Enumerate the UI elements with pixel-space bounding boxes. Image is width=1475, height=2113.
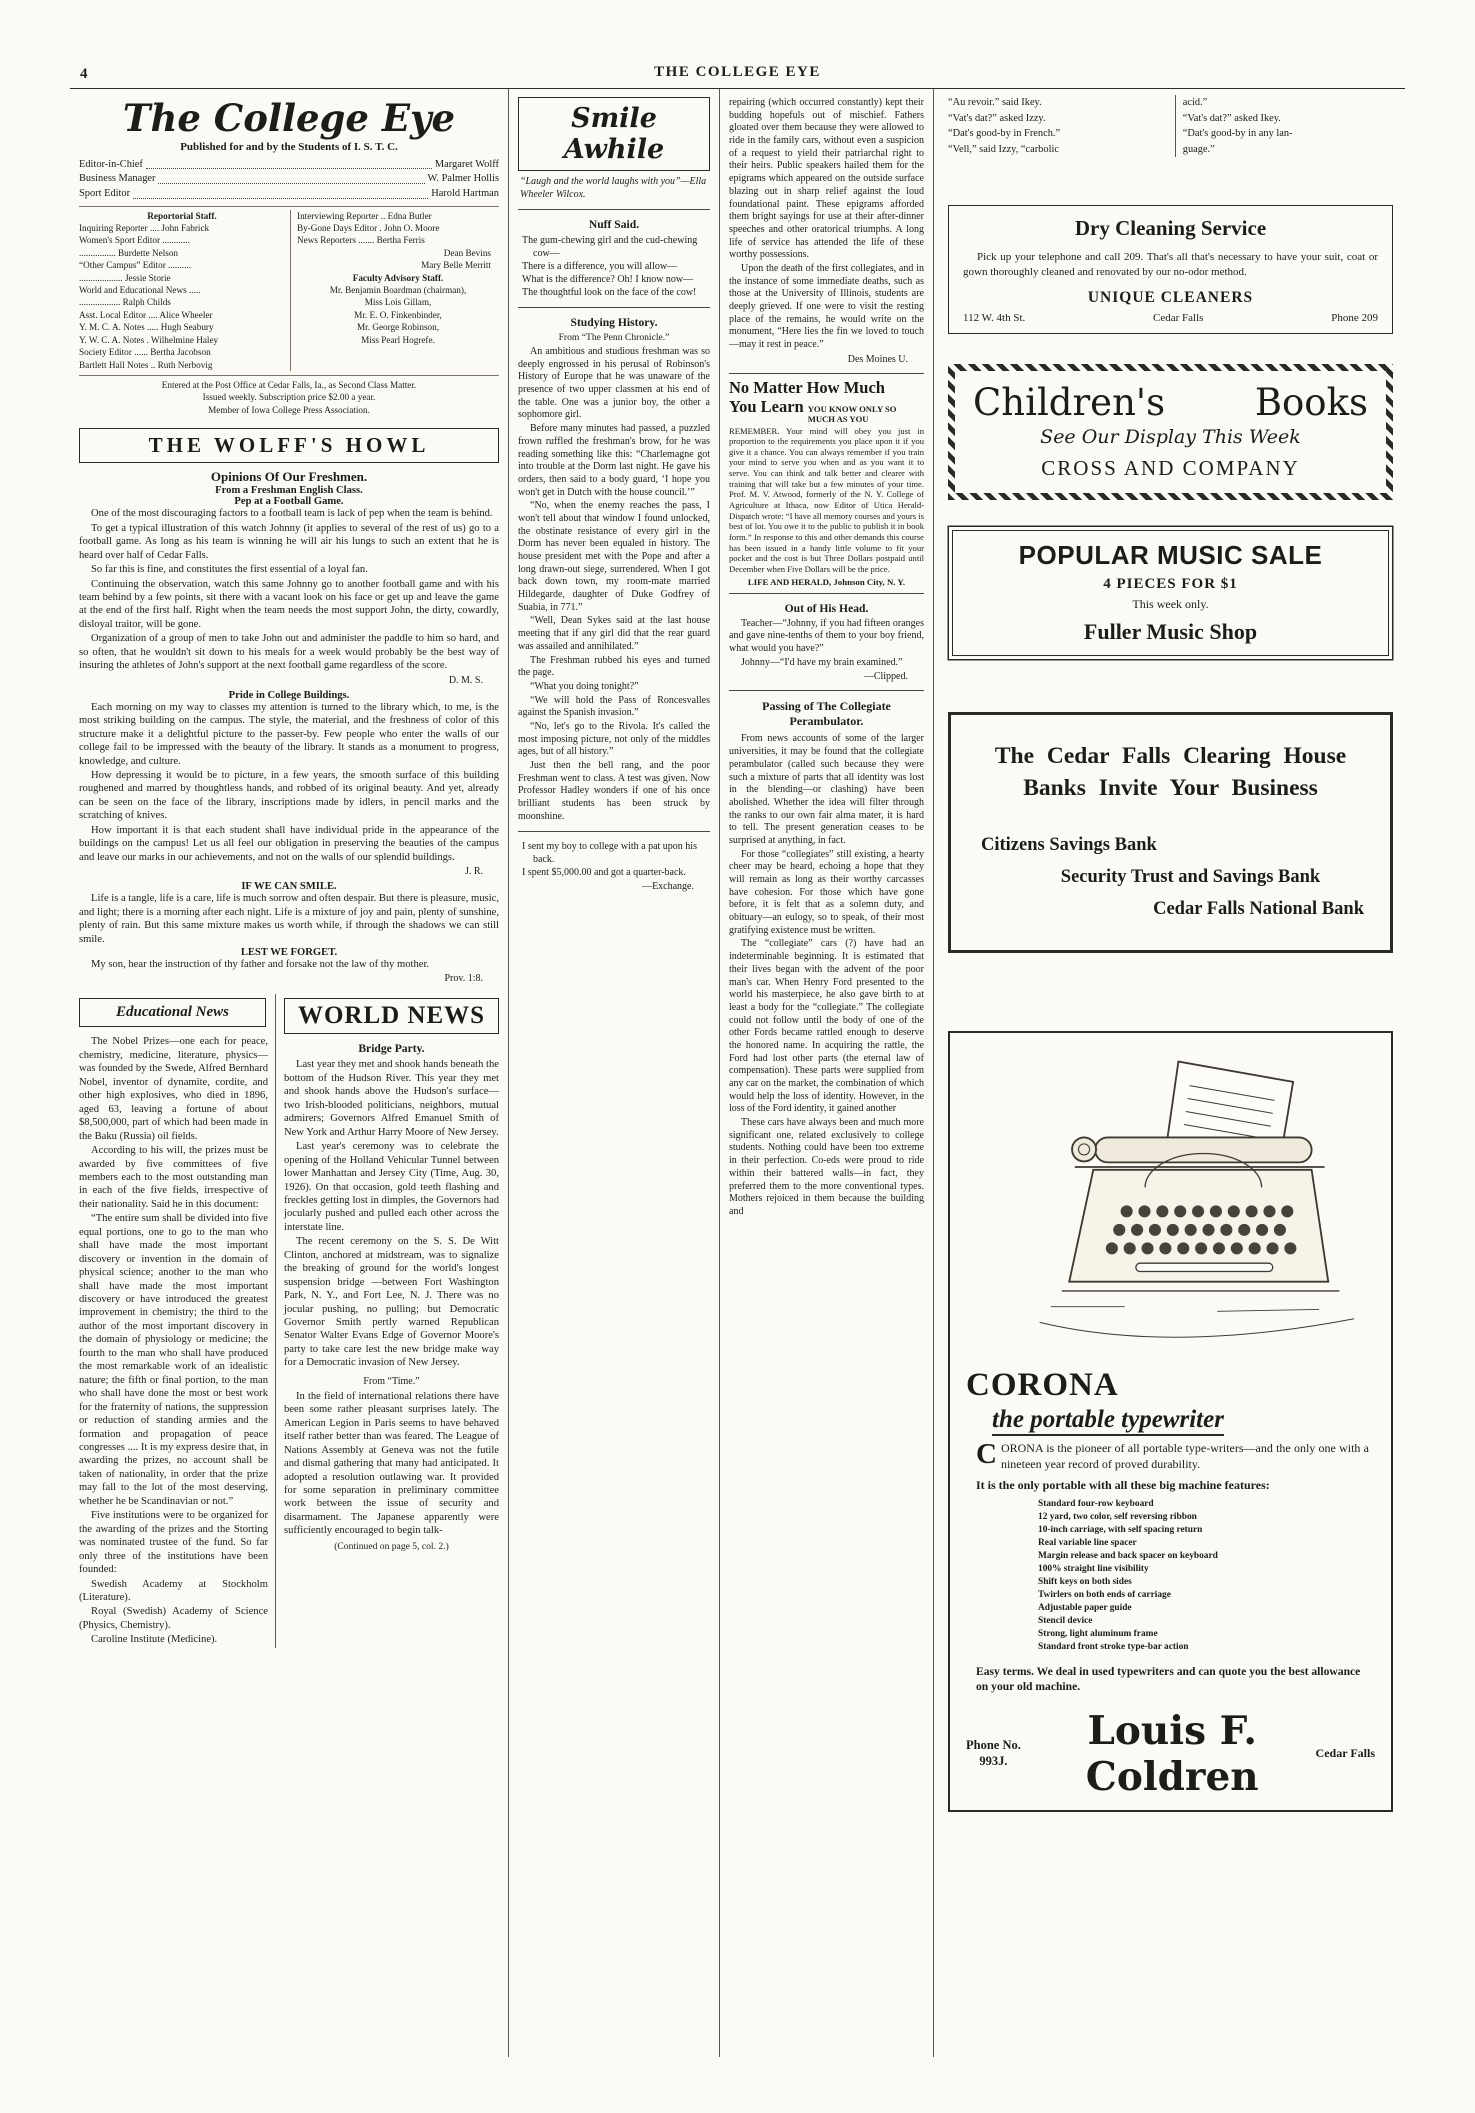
officer-name: Harold Hartman <box>431 187 499 199</box>
feature-item: Standard front stroke type-bar action <box>1038 1641 1189 1652</box>
column-1 <box>70 89 508 2057</box>
source-line: From “The Penn Chronicle.” <box>558 332 670 343</box>
officer-role: Sport Editor <box>79 187 131 199</box>
rule <box>518 831 710 832</box>
signature: J. R. <box>464 866 483 878</box>
article-subheading: LEST WE FORGET. <box>240 946 338 958</box>
paragraph: Swedish Academy at Stockholm (Literature). <box>79 1578 268 1603</box>
ad-title-word: Books <box>1254 381 1368 425</box>
paragraph: One of the most discouraging factors to a football team is lack of pep when the team is behind. <box>91 508 493 520</box>
childrens-books-ad <box>948 364 1393 500</box>
paper-subtitle: Published for and by the Students of I. S. T. C. <box>180 140 398 153</box>
feature-item: 10-inch carriage, with self spacing return <box>1038 1524 1203 1535</box>
ad-brand: CORONA <box>966 1366 1119 1403</box>
paragraph: According to his will, the prizes must be awarded by five committees of five members each to the most outstanding man in each of the five fields, irrespective of their nationality. Said he in this document: <box>79 1145 268 1210</box>
feature-item: Real variable line spacer <box>1038 1537 1137 1548</box>
verse-line: I sent my boy to college with a pat upon his back. <box>522 841 697 866</box>
staff-line: ................ Burdette Nelson <box>79 247 179 258</box>
dot-leader <box>158 172 424 184</box>
paragraph: The Freshman rubbed his eyes and turned the page. <box>518 654 710 679</box>
staff-line: Asst. Local Editor .... Alice Wheeler <box>79 309 213 320</box>
rule <box>518 307 710 308</box>
paragraph: repairing (which occurred constantly) kept their budding hopefuls out of mischief. Fathers gloated over them because they were allowed to ride in the family cars, without even a suspicion of a request to yield their patriarchal right to their heirs. Public speakers hailed them for the epigrams which appeared on the outside surface blazing out in sharp relief against the loud foundational paint. These epigrams afforded them bright sayings for use at their after-dinner speeches and other oratorical triumphs. A long life of service has attended the life of these worthy possessions. <box>729 97 924 261</box>
dialog-line: “Vell,” said Izzy, “carbolic <box>948 143 1059 155</box>
dot-leader <box>133 187 428 199</box>
verse-line: There is a difference, you will allow— <box>522 261 678 272</box>
verse-line: The thoughtful look on the face of the cow! <box>522 287 697 298</box>
paragraph: Five institutions were to be organized for the awarding of the prizes and the Storting was nominated trustee of the fund. So far only three of the institutions have been founded: <box>79 1510 268 1576</box>
paragraph: “No, when the enemy reaches the pass, I won't tell about that window I found unlocked, the obstinate resistance of every girl in the Dorm has never been equaled in history. The house president met with the Pope and after a long drawn-out siege, surrendered. When I got back down town, my room-mate married Hildegarde, daughter of Duke Godfrey of Suabia, in 771.” <box>518 500 710 613</box>
ad-title <box>973 381 1368 424</box>
rule <box>729 690 924 691</box>
article-heading: Out of His Head. <box>784 601 869 615</box>
staff-heading: Reportorial Staff. <box>147 210 217 221</box>
dealer-city: Cedar Falls <box>1315 1746 1375 1761</box>
ad-headline-row <box>729 397 924 425</box>
staff-line: Society Editor ...... Bertha Jacobson <box>79 347 211 358</box>
ad-footer <box>966 1708 1375 1800</box>
running-title: THE COLLEGE EYE <box>654 64 821 80</box>
feature-item: Margin release and back spacer on keyboard <box>1038 1550 1218 1561</box>
paragraph: To get a typical illustration of this watch Johnny (it applies to several of the rest of us) go to a football game. As long as his team is winning he will air his lungs to such an extent that he is heard over half of Cedar Falls. <box>79 522 499 561</box>
masthead <box>79 96 499 416</box>
wolffs-howl-title: THE WOLFF'S HOWL <box>79 428 499 463</box>
staff-heading: Faculty Advisory Staff. <box>352 272 444 283</box>
paragraph: How depressing it would be to picture, in a few years, the smooth surface of this building roughened and marred by thoughtless hands, and robbed of its original beauty. And yet, already can be seen on the face of the library, inscriptions made by idlers, in pencil marks and the scratching of knives. <box>79 769 499 822</box>
paragraph: Organization of a group of men to take John out and administer the paddle to him so hard, and so often, that he wouldn't sit down to his meals for a week would probably be the best way of insuring the athletes of John's support at the next football game regardless of the score. <box>79 633 499 672</box>
staff-line: World and Educational News ..... <box>79 285 201 296</box>
notice-line: Entered at the Post Office at Cedar Falls, Ia., as Second Class Matter. <box>161 380 417 391</box>
staff-line: Miss Pearl Hogrefe. <box>361 334 435 345</box>
officer-name: Margaret Wolff <box>434 158 499 170</box>
column-3 <box>720 89 934 2057</box>
feature-item: Twirlers on both ends of carriage <box>1038 1589 1171 1600</box>
dot-leader <box>146 158 432 170</box>
educational-news-column <box>79 994 275 1647</box>
dialog-right <box>1175 95 1393 157</box>
ad-headline: No Matter How Much <box>729 377 885 397</box>
ad-note: This week only. <box>1132 597 1209 612</box>
article-heading: Studying History. <box>570 316 658 329</box>
masthead-officer <box>79 158 499 173</box>
ad-city: Cedar Falls <box>1153 312 1204 325</box>
notice-line: Member of Iowa College Press Association. <box>208 404 370 415</box>
world-news-title: WORLD NEWS <box>284 998 499 1034</box>
dialog-line: guage.” <box>1182 143 1215 155</box>
paragraph: How important it is that each student shall have individual pride in the appearance of the buildings on the campus! Let us all feel our obligation in preserving the beauties of the campus and leave our marks in our achievements, and not on the walls of our splendid buildings. <box>79 824 499 863</box>
dialog-line: acid.” <box>1182 97 1208 108</box>
paragraph: Johnny—“I'd have my brain examined.” <box>741 656 903 668</box>
staff-line: .................. Ralph Childs <box>79 297 171 308</box>
dialog-line: “Dat's good-by in any lan- <box>1182 128 1293 140</box>
paragraph: Each morning on my way to classes my attention is turned to the library which, to me, is the most striking building on the campus. The style, the material, and the freshness of color of this structure make it a delightful picture to the passer-by. Few people who enter the walls of our college fail to be impressed with the beauty of the library. It stands as a monument to progress, knowledge, and culture. <box>79 701 499 767</box>
continued-note: (Continued on page 5, col. 2.) <box>334 1540 449 1552</box>
ad-address: 112 W. 4th St. <box>963 312 1026 325</box>
staff-line: Dean Bevins <box>443 247 491 258</box>
feature-item: Adjustable paper guide <box>1038 1602 1132 1613</box>
paragraph: The Nobel Prizes—one each for peace, chemistry, medicine, literature, physics—was founded by the Swede, Alfred Bernhard Nobel, inventor of dynamite, cordite, and other high explosives, who died in 1896, aged 63, leaving a fortune of about $8,500,000, part of which had been made in the Baku (Russia) oil fields. <box>79 1036 268 1142</box>
smile-awhile-title-box <box>518 97 710 171</box>
educational-news-title: Educational News <box>79 998 266 1027</box>
memory-course-ad <box>729 373 924 594</box>
paragraph: Upon the death of the first collegiates, and in the instance of some immediate deaths, such as those at the University of Illinois, students are deeply grieved. If one were to visit the resting place of the remains, he would write on the monument, “Here lies the fin we loved to touch—may it rest in peace.” <box>729 262 924 351</box>
paragraph: My son, hear the instruction of thy father and forsake not the law of thy mother. <box>91 958 430 970</box>
staff-line: News Reporters ....... Bertha Ferris <box>297 235 425 246</box>
ad-title: Banks Invite Your Business <box>1023 774 1318 801</box>
ad-body-lead: YOU KNOW ONLY SO MUCH AS YOU <box>807 403 897 425</box>
staff-line: Y. M. C. A. Notes ..... Hugh Seabury <box>79 322 214 333</box>
officer-name: W. Palmer Hollis <box>427 173 499 185</box>
advertiser-name: Fuller Music Shop <box>1083 619 1258 645</box>
ad-body: Pick up your telephone and call 209. That's all that's necessary to have your suit, coat or gown thoroughly cleaned and renovated by our no-odor method. <box>963 251 1378 279</box>
article-subheading: Pep at a Football Game. <box>234 496 344 508</box>
feature-item: Shift keys on both sides <box>1038 1576 1132 1587</box>
paragraph: “No, let's go to the Rivola. It's called the most imposing picture, not only of the middles ages, but of all history.” <box>518 720 710 758</box>
article-subheading: Pride in College Buildings. <box>228 689 350 701</box>
ad-title: The Cedar Falls Clearing House <box>994 743 1347 770</box>
source-line: From “Time.” <box>363 1375 420 1387</box>
masthead-notices <box>79 375 499 416</box>
bank-name: Security Trust and Savings Bank <box>1060 866 1321 887</box>
dialog-line: “Au revoir.” said Ikey. <box>948 97 1042 108</box>
paragraph: Caroline Institute (Medicine). <box>91 1634 218 1646</box>
feature-item: 100% straight line visibility <box>1038 1563 1149 1574</box>
signature: Des Moines U. <box>847 353 908 365</box>
music-sale-ad <box>952 530 1389 656</box>
signature: D. M. S. <box>448 674 483 686</box>
ad-tagline <box>992 1406 1375 1434</box>
ad-title: POPULAR MUSIC SALE <box>1018 540 1323 571</box>
verse-line: What is the difference? Oh! I know now— <box>522 274 694 285</box>
bank-name: Cedar Falls National Bank <box>1153 898 1364 919</box>
paragraph: These cars have always been and much more significant one, related exclusively to college students. Nothing could have been too extreme in their perfection. Co-eds were proud to ride within their battered walls—in fact, they preferred them to the more conventional types. Mothers rejoiced in them because the building and <box>729 1117 924 1217</box>
article-subheading: IF WE CAN SMILE. <box>241 881 337 893</box>
dialog-left <box>948 95 1175 157</box>
bank-name: Citizens Savings Bank <box>981 834 1157 855</box>
staff-line: By-Gone Days Editor . John O. Moore <box>297 222 440 233</box>
article-heading: Bridge Party. <box>358 1042 425 1056</box>
tagline: “Laugh and the world laughs with you”—Ella Wheeler Wilcox. <box>520 176 707 200</box>
ad-headline: You Learn <box>729 396 804 416</box>
paragraph: An ambitious and studious freshman was so deeply engrossed in his perusal of Robinson's History of Europe that he was unaware of the presence of two upper classmen at his end of the table. One was a junior boy, the other a sophomore girl. <box>518 346 710 421</box>
ad-body: CORONA is the pioneer of all portable type-writers—and the only one with a nineteen year record of proved durability. <box>976 1437 1369 1471</box>
paragraph: “We will hold the Pass of Roncesvalles against the Spanish invasion.” <box>518 694 710 719</box>
paragraph: Last year's ceremony was to celebrate the opening of the Holland Vehicular Tunnel between lower Manhattan and Jersey City (Time, Aug. 30, 1926). On that occasion, gold teeth flashing and freckles getting lost in dimples, the Governors had jocularly pushed and pulled each other across the interstate line. <box>284 1141 499 1233</box>
ad-contact-row <box>963 312 1378 324</box>
typewriter-illustration <box>986 1045 1356 1363</box>
column-1-bottom-split <box>79 994 499 1647</box>
ad-signature: LIFE AND HERALD, Johnson City, N. Y. <box>747 576 906 587</box>
feature-item: 12 yard, two color, self reversing ribbon <box>1038 1511 1197 1522</box>
paragraph: Last year they met and shook hands beneath the bottom of the Hudson River. This year they met and shook hands above the Hudson's surface—two Irish-blooded politicians, neighbors, mutual admirers; Governors Alfred Emanuel Smith of New York and Arthur Harry Moore of New Jersey. <box>284 1059 499 1138</box>
paragraph: The “collegiate” cars (?) have had an indeterminable beginning. It is estimated that their lives began with the advent of the poor man's car. When Henry Ford presented to the world his masterpiece, he also gave birth to at least a body for the “collegiate.” The collegiate could not follow until the body of one of the other Fords became rattled enough to deserve the honored name. In acquiring the rattle, the Ford had lost other parts (the eternal law of compensation). These parts were supplied from any car on the market, the combination of which would help the loss of identity. However, in the loss of the Ford identity, it gained another <box>729 938 924 1115</box>
staff-line: Inquiring Reporter .... John Fabrick <box>79 222 210 233</box>
masthead-officer <box>79 187 499 202</box>
ad-phone <box>966 1738 1021 1769</box>
paragraph: Continuing the observation, watch this same Johnny go to another football game and with his team behind by a few points, sit there with a vacant look on his face or get up and leave the game at the end of the first half. Right when the team needs the most support John, the dirty, cowardly, disloyal traitor, will be gone. <box>79 578 499 630</box>
paragraph: From news accounts of some of the larger universities, it may be found that the collegiate perambulator (called such because they were such a mixture of parts that all identity was lost in the blending—or clashing) have been abolished. Whether the idea will filter through the ranks to our own fair alma mater, it is hard to tell. The present generation ceases to be surprised at anything, in fact. <box>729 733 924 846</box>
dialog-line: “Dat's good-by in French.” <box>948 128 1061 140</box>
paragraph: Just then the bell rang, and the poor Freshman went to class. A test was given. Now Professor Hadley wonders if one of his once brilliant students has been struck by moonshine. <box>518 760 710 822</box>
paragraph: Life is a tangle, life is a care, life is much sorrow and often despair. But there is pleasure, music, and light; there is a morning after each night. Life is a mixture of joy and pain, plenty of sunshine, plenty of rain. But this same mixture makes us worth while, if through the shadows we can still smile. <box>79 893 499 945</box>
staff-column-right <box>290 210 499 371</box>
article-heading: Nuff Said. <box>588 218 640 231</box>
staff-line: Miss Lois Gillam, <box>364 297 432 308</box>
dry-cleaning-ad <box>948 205 1393 334</box>
staff-line: Mr. E. O. Finkenbinder, <box>354 309 442 320</box>
paragraph: The recent ceremony on the S. S. De Witt Clinton, anchored at midstream, was to signalize the breaking of ground for the world's longest suspension bridge —between Fort Washington Park, N. Y., and Fort Lee, N. J. There was no jocular pushing, no pulling; but Democratic Governor Smith pertly warned Republican Senator Walter Evans Edge of Governor Moore's party to take care lest the new bridge make way for a Democratic invasion of New Jersey. <box>284 1236 499 1369</box>
advertiser-name: CROSS AND COMPANY <box>1041 456 1300 481</box>
officer-role: Editor-in-Chief <box>79 158 143 170</box>
dialog-line: “Vat's dat?” asked Izzy. <box>948 112 1046 124</box>
staff-line: ................... Jessie Storie <box>79 272 171 283</box>
ad-title-word: Children's <box>973 381 1166 425</box>
ad-phone: Phone 209 <box>1331 312 1378 325</box>
staff-line: Interviewing Reporter .. Edna Butler <box>297 210 432 221</box>
verse-line: I spent $5,000.00 and got a quarter-back. <box>522 867 686 879</box>
paragraph: Before many minutes had passed, a puzzled frown ruffled the freshman's brow, for he was reading something like this: “Charlemagne got into trouble at the Dorm last night. He gave his orders, then said to a body guard, ‘I hope you won't get in Dutch with the house council.’” <box>518 423 710 498</box>
ad-features-lead: It is the only portable with all these big machine features: <box>976 1477 1270 1492</box>
advertiser-name: UNIQUE CLEANERS <box>1087 289 1254 307</box>
page-number: 4 <box>80 66 88 82</box>
signature: —Clipped. <box>863 671 908 683</box>
ad-offer: 4 PIECES FOR $1 <box>1103 576 1238 593</box>
column-4 <box>934 89 1405 2057</box>
staff-grid <box>79 206 499 371</box>
staff-line: Women's Sport Editor ............ <box>79 235 190 246</box>
clearing-house-banks-ad <box>948 712 1393 952</box>
corona-typewriter-ad <box>948 1031 1393 1812</box>
article-subheading: From a Freshman English Class. <box>215 485 363 497</box>
ad-terms: Easy terms. We deal in used typewriters and can quote you the best allowance on your old machine. <box>976 1664 1361 1693</box>
signature: Prov. 1:8. <box>444 973 483 985</box>
article-heading: Passing of The Collegiate Perambulator. <box>762 699 891 729</box>
world-news-column <box>275 994 499 1647</box>
ad-body: REMEMBER. Your mind will obey you just in proportion to the requirements you place upon it if you give it a chance. You can always remember if you train your mind to serve you when and as you want it to serve. You can think and talk better and clearer with training that will take but a few minutes of your time. Prof. M. V. Atwood, formerly of the N. Y. College of Agriculture at Ithaca, now Editor of Utica Herald-Dispatch wrote: “I have all memory courses and yours is best of lot. You owe it to the public to publish it in book form.” In response to this and other demands this course has been issued in a handy little volume to fit your pocket and the cost is but Three Dollars postpaid until December when Five Dollars will be the price. <box>729 425 924 575</box>
feature-item: Stencil device <box>1038 1615 1093 1626</box>
staff-column-left <box>79 210 290 371</box>
dialog-line: “Vat's dat?” asked Ikey. <box>1182 112 1281 124</box>
page-header <box>70 64 1405 88</box>
column-2 <box>508 89 720 2057</box>
paragraph: So far this is fine, and constitutes the first essential of a loyal fan. <box>91 564 368 576</box>
paragraph: In the field of international relations there have been some rather pleasant surprises lately. The American Legion in Paris seems to have behaved itself rather better than was feared. The League of Nations Assembly at Geneva was not the futile and dismal gathering that many had anticipated. It adopted a resolution outlawing war. It provided for some separation in preliminary committee work between the issue of security and disarmament. The Japanese apparently were sufficiently encouraged to begin talk- <box>284 1390 499 1537</box>
joke-dialog <box>948 95 1393 157</box>
paragraph: Royal (Swedish) Academy of Science (Physics, Chemistry). <box>79 1606 268 1631</box>
paragraph: “Well, Dean Sykes said at the last house meeting that if any girl did that the rear guard was assailed and annihilated.” <box>518 615 710 652</box>
signature: —Exchange. <box>642 881 694 893</box>
article-heading: Opinions Of Our Freshmen. <box>210 469 368 485</box>
feature-item: Standard four-row keyboard <box>1038 1498 1154 1509</box>
notice-line: Issued weekly. Subscription price $2.00 a year. <box>202 392 376 403</box>
staff-line: Bartlett Hall Notes .. Ruth Nerbovig <box>79 359 213 370</box>
phone-number: 993J. <box>979 1753 1008 1768</box>
staff-line: Mr. Benjamin Boardman (chairman), <box>329 285 467 296</box>
paragraph: “What you doing tonight?” <box>530 680 639 692</box>
feature-item: Strong, light aluminum frame <box>1038 1628 1158 1639</box>
ad-subtitle: See Our Display This Week <box>1040 426 1301 449</box>
dealer-name: Louis F. Coldren <box>1085 1707 1259 1800</box>
staff-line: Mary Belle Merritt <box>421 260 491 271</box>
masthead-officer <box>79 172 499 187</box>
ad-title: Dry Cleaning Service <box>1074 216 1267 241</box>
rule <box>518 209 710 210</box>
phone-label: Phone No. <box>966 1738 1021 1753</box>
paragraph: “The entire sum shall be divided into five equal portions, one to go to the man who shall have made the most important discovery or invention in the domain of physical science; another to the man who shall have made the most important discovery or have introduced the greatest improvement in chemistry; the third to the author of the most important discovery in the domain of physiology or medicine; the fourth to the man who shall have produced the most remarkable work of an idealistic nature; the fifth or final portion, to the man who shall have done the most or best work for the fraternity of nations, the suppression or reduction of standing armies and the formation and propagation of peace congresses .... It is my express desire that, in awarding the prizes, no account shall be taken of nationality, in order that the prize may fall to the lot of the most deserving, whether he be Scandinavian or not.” <box>79 1213 268 1507</box>
staff-line: Y. W. C. A. Notes . Wilhelmine Haley <box>79 334 219 345</box>
staff-line: “Other Campus” Editor .......... <box>79 260 192 271</box>
smile-awhile-title: Smile Awhile <box>563 103 665 165</box>
columns-area <box>70 89 1405 2057</box>
paper-title: The College Eye <box>122 96 456 140</box>
officer-role: Business Manager <box>79 173 156 185</box>
paragraph: Teacher—“Johnny, if you had fifteen oranges and gave nine-tenths of them to your boy friend, what would you have?” <box>729 617 924 655</box>
ad-tagline-text: the portable typewriter <box>992 1406 1224 1436</box>
staff-line: Mr. George Robinson, <box>357 322 440 333</box>
verse-line: The gum-chewing girl and the cud-chewing cow— <box>522 235 698 259</box>
paragraph: For those “collegiates” still existing, a hearty cheer may be heard, echoing a hope that they will remain as long as their worthy carcasses have cohesion. For those which have gone before, it is felt that as a solemn duty, and obituary—an eulogy, so to speak, of their most gratifying existence must be written. <box>729 848 924 936</box>
